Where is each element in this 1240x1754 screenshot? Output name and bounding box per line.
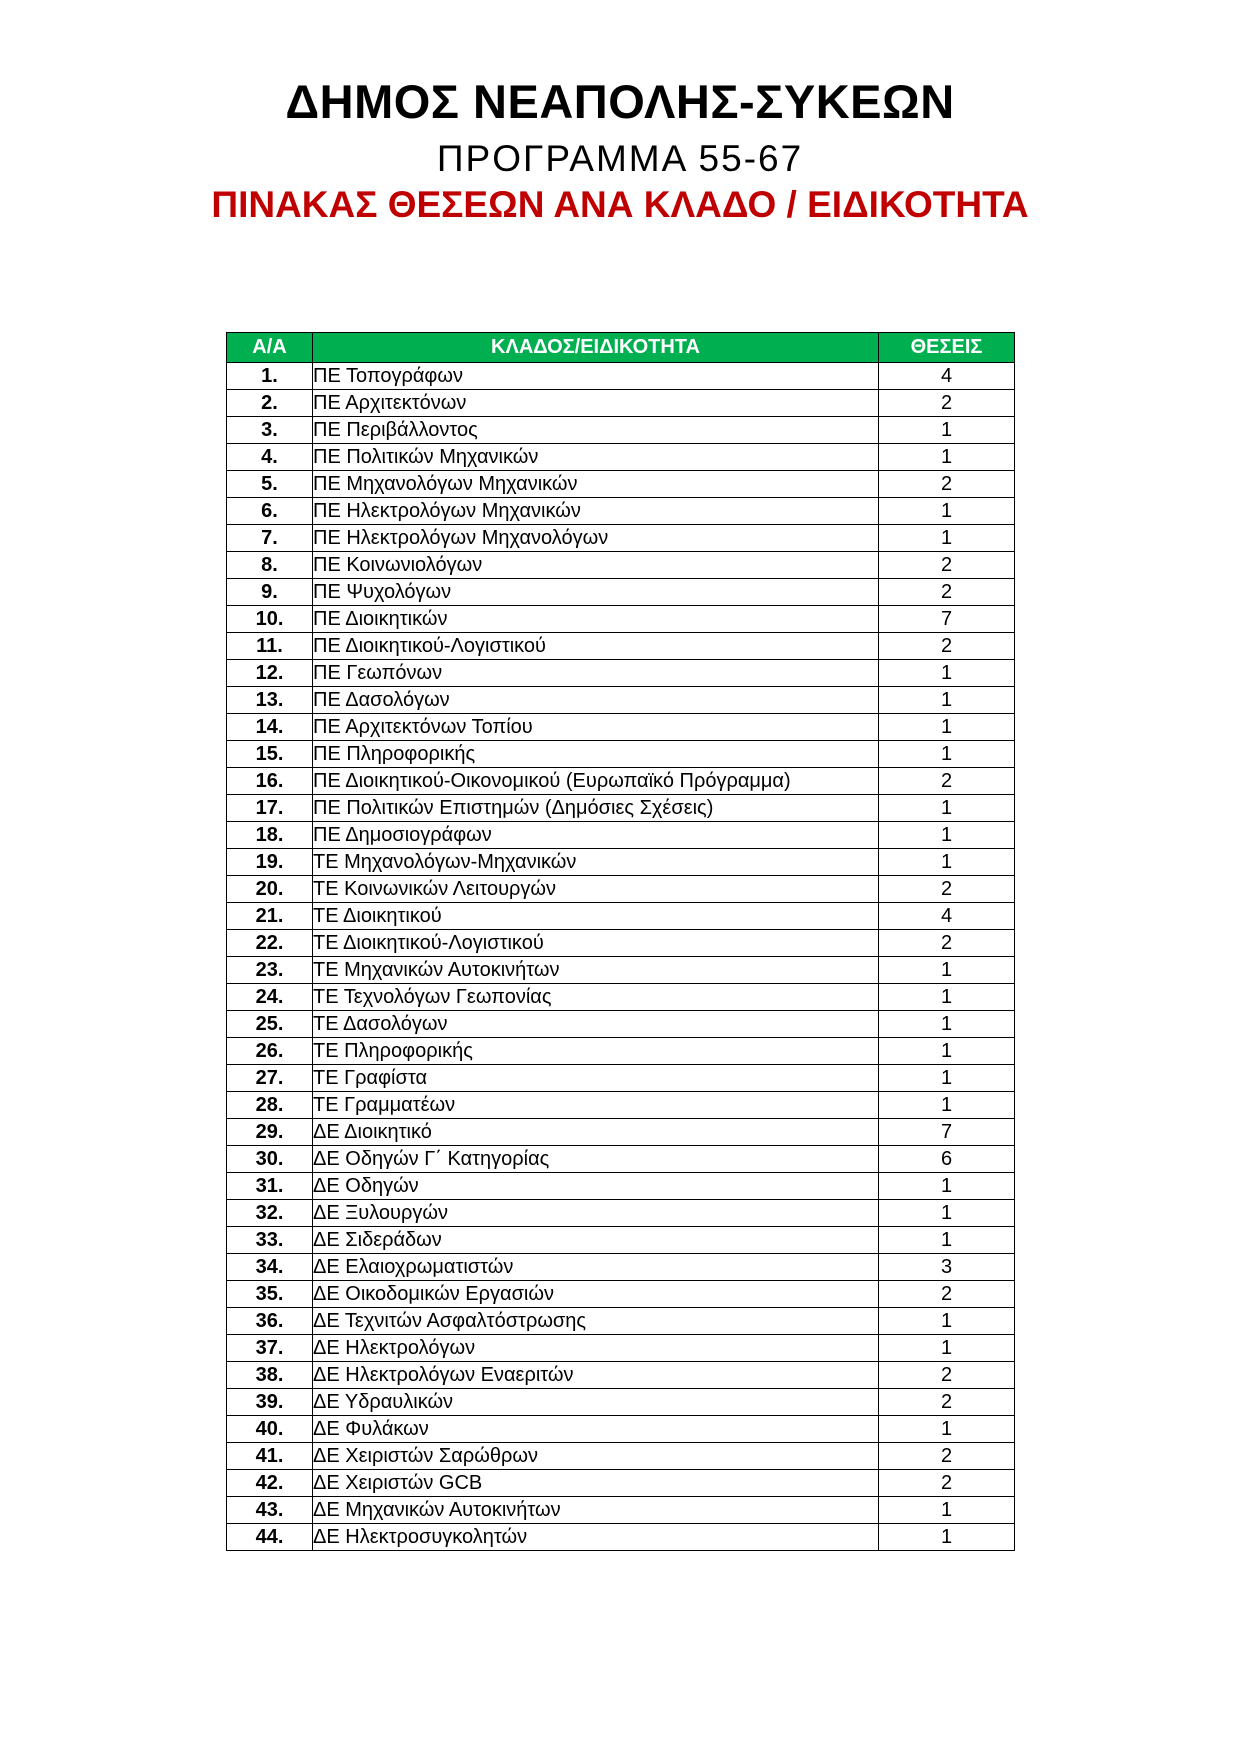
table-row	[227, 1308, 1015, 1335]
row-number-cell: 4.	[227, 444, 313, 471]
table-row	[227, 1254, 1015, 1281]
row-number-cell: 14.	[227, 714, 313, 741]
row-specialty-cell: ΔΕ Σιδεράδων	[313, 1227, 879, 1254]
row-number-cell: 5.	[227, 471, 313, 498]
row-specialty-cell: ΠΕ Αρχιτεκτόνων Τοπίου	[313, 714, 879, 741]
row-specialty-cell: ΤΕ Μηχανολόγων-Μηχανικών	[313, 849, 879, 876]
table-row	[227, 525, 1015, 552]
row-specialty-cell: ΔΕ Ηλεκτροσυγκολητών	[313, 1524, 879, 1551]
row-positions-cell: 1	[879, 1092, 1015, 1119]
row-number-cell: 12.	[227, 660, 313, 687]
row-positions-cell: 7	[879, 606, 1015, 633]
table-row	[227, 768, 1015, 795]
table-row	[227, 1173, 1015, 1200]
row-specialty-cell: ΤΕ Πληροφορικής	[313, 1038, 879, 1065]
row-specialty-cell: ΠΕ Ηλεκτρολόγων Μηχανικών	[313, 498, 879, 525]
table-row	[227, 822, 1015, 849]
row-number-cell: 21.	[227, 903, 313, 930]
row-specialty-cell: ΠΕ Μηχανολόγων Μηχανικών	[313, 471, 879, 498]
table-row	[227, 1362, 1015, 1389]
row-number-cell: 10.	[227, 606, 313, 633]
row-positions-cell: 1	[879, 1227, 1015, 1254]
row-number-cell: 15.	[227, 741, 313, 768]
row-specialty-cell: ΠΕ Κοινωνιολόγων	[313, 552, 879, 579]
row-specialty-cell: ΔΕ Οδηγών Γ΄ Κατηγορίας	[313, 1146, 879, 1173]
row-number-cell: 20.	[227, 876, 313, 903]
row-number-cell: 7.	[227, 525, 313, 552]
row-specialty-cell: ΠΕ Τοπογράφων	[313, 363, 879, 390]
row-positions-cell: 1	[879, 1038, 1015, 1065]
row-specialty-cell: ΠΕ Διοικητικού-Λογιστικού	[313, 633, 879, 660]
row-specialty-cell: ΔΕ Φυλάκων	[313, 1416, 879, 1443]
table-row	[227, 741, 1015, 768]
row-number-cell: 39.	[227, 1389, 313, 1416]
row-specialty-cell: ΔΕ Τεχνιτών Ασφαλτόστρωσης	[313, 1308, 879, 1335]
row-positions-cell: 3	[879, 1254, 1015, 1281]
table-row	[227, 552, 1015, 579]
row-number-cell: 41.	[227, 1443, 313, 1470]
row-number-cell: 29.	[227, 1119, 313, 1146]
table-row	[227, 930, 1015, 957]
row-number-cell: 33.	[227, 1227, 313, 1254]
row-specialty-cell: ΔΕ Διοικητικό	[313, 1119, 879, 1146]
table-row	[227, 1497, 1015, 1524]
table-row	[227, 444, 1015, 471]
table-row	[227, 390, 1015, 417]
table-row	[227, 1281, 1015, 1308]
row-number-cell: 26.	[227, 1038, 313, 1065]
row-specialty-cell: ΠΕ Πληροφορικής	[313, 741, 879, 768]
row-positions-cell: 2	[879, 1389, 1015, 1416]
row-positions-cell: 1	[879, 714, 1015, 741]
table-row	[227, 1470, 1015, 1497]
row-positions-cell: 1	[879, 1524, 1015, 1551]
row-specialty-cell: ΤΕ Τεχνολόγων Γεωπονίας	[313, 984, 879, 1011]
row-number-cell: 30.	[227, 1146, 313, 1173]
row-number-cell: 24.	[227, 984, 313, 1011]
row-positions-cell: 1	[879, 1308, 1015, 1335]
row-positions-cell: 1	[879, 525, 1015, 552]
row-positions-cell: 1	[879, 849, 1015, 876]
row-positions-cell: 4	[879, 903, 1015, 930]
row-specialty-cell: ΔΕ Ηλεκτρολόγων Εναεριτών	[313, 1362, 879, 1389]
row-positions-cell: 2	[879, 552, 1015, 579]
row-positions-cell: 1	[879, 1416, 1015, 1443]
row-positions-cell: 1	[879, 1065, 1015, 1092]
table-row	[227, 1227, 1015, 1254]
table-row	[227, 687, 1015, 714]
column-header-positions: ΘΕΣΕΙΣ	[879, 333, 1015, 363]
row-number-cell: 2.	[227, 390, 313, 417]
table-row	[227, 1200, 1015, 1227]
row-specialty-cell: ΔΕ Ηλεκτρολόγων	[313, 1335, 879, 1362]
row-specialty-cell: ΠΕ Δημοσιογράφων	[313, 822, 879, 849]
row-specialty-cell: ΔΕ Ελαιοχρωματιστών	[313, 1254, 879, 1281]
row-number-cell: 23.	[227, 957, 313, 984]
row-number-cell: 8.	[227, 552, 313, 579]
table-row	[227, 984, 1015, 1011]
row-positions-cell: 4	[879, 363, 1015, 390]
table-row	[227, 795, 1015, 822]
table-title: ΠΙΝΑΚΑΣ ΘΕΣΕΩΝ ΑΝΑ ΚΛΑΔΟ / ΕΙΔΙΚΟΤΗΤΑ	[211, 184, 1029, 225]
table-body	[227, 363, 1015, 1551]
row-positions-cell: 1	[879, 498, 1015, 525]
row-number-cell: 13.	[227, 687, 313, 714]
table-row	[227, 1443, 1015, 1470]
row-positions-cell: 2	[879, 1281, 1015, 1308]
row-specialty-cell: ΠΕ Διοικητικού-Οικονομικού (Ευρωπαϊκό Πρόγραμμα)	[313, 768, 879, 795]
row-specialty-cell: ΤΕ Γραμματέων	[313, 1092, 879, 1119]
row-positions-cell: 2	[879, 579, 1015, 606]
row-specialty-cell: ΤΕ Κοινωνικών Λειτουργών	[313, 876, 879, 903]
row-specialty-cell: ΠΕ Πολιτικών Μηχανικών	[313, 444, 879, 471]
table-row	[227, 1146, 1015, 1173]
table-row	[227, 876, 1015, 903]
row-positions-cell: 1	[879, 1173, 1015, 1200]
row-number-cell: 17.	[227, 795, 313, 822]
row-positions-cell: 2	[879, 471, 1015, 498]
column-header-specialty: ΚΛΑΔΟΣ/ΕΙΔΙΚΟΤΗΤΑ	[313, 333, 879, 363]
row-specialty-cell: ΔΕ Υδραυλικών	[313, 1389, 879, 1416]
row-specialty-cell: ΤΕ Δασολόγων	[313, 1011, 879, 1038]
row-number-cell: 9.	[227, 579, 313, 606]
row-positions-cell: 1	[879, 1200, 1015, 1227]
table-row	[227, 1389, 1015, 1416]
row-positions-cell: 2	[879, 1362, 1015, 1389]
row-specialty-cell: ΔΕ Χειριστών GCB	[313, 1470, 879, 1497]
row-positions-cell: 1	[879, 1335, 1015, 1362]
row-number-cell: 1.	[227, 363, 313, 390]
row-specialty-cell: ΠΕ Αρχιτεκτόνων	[313, 390, 879, 417]
row-number-cell: 32.	[227, 1200, 313, 1227]
row-specialty-cell: ΠΕ Διοικητικών	[313, 606, 879, 633]
table-row	[227, 903, 1015, 930]
row-specialty-cell: ΠΕ Περιβάλλοντος	[313, 417, 879, 444]
row-number-cell: 37.	[227, 1335, 313, 1362]
row-positions-cell: 2	[879, 1470, 1015, 1497]
table-row	[227, 714, 1015, 741]
row-specialty-cell: ΔΕ Χειριστών Σαρώθρων	[313, 1443, 879, 1470]
row-number-cell: 11.	[227, 633, 313, 660]
table-row	[227, 1092, 1015, 1119]
row-specialty-cell: ΤΕ Μηχανικών Αυτοκινήτων	[313, 957, 879, 984]
row-positions-cell: 2	[879, 930, 1015, 957]
row-number-cell: 25.	[227, 1011, 313, 1038]
row-specialty-cell: ΤΕ Γραφίστα	[313, 1065, 879, 1092]
table-row	[227, 633, 1015, 660]
table-row	[227, 660, 1015, 687]
row-positions-cell: 2	[879, 1443, 1015, 1470]
row-specialty-cell: ΠΕ Πολιτικών Επιστημών (Δημόσιες Σχέσεις)	[313, 795, 879, 822]
table-row	[227, 1524, 1015, 1551]
row-positions-cell: 6	[879, 1146, 1015, 1173]
program-subtitle: ΠΡΟΓΡΑΜΜΑ 55-67	[436, 138, 804, 179]
row-number-cell: 42.	[227, 1470, 313, 1497]
row-positions-cell: 1	[879, 741, 1015, 768]
row-positions-cell: 1	[879, 660, 1015, 687]
row-number-cell: 40.	[227, 1416, 313, 1443]
row-positions-cell: 1	[879, 984, 1015, 1011]
table-row	[227, 363, 1015, 390]
row-number-cell: 6.	[227, 498, 313, 525]
row-number-cell: 28.	[227, 1092, 313, 1119]
row-specialty-cell: ΠΕ Δασολόγων	[313, 687, 879, 714]
table-row	[227, 606, 1015, 633]
row-positions-cell: 2	[879, 768, 1015, 795]
page-title: ΔΗΜΟΣ ΝΕΑΠΟΛΗΣ-ΣΥΚΕΩΝ	[285, 75, 955, 128]
row-number-cell: 19.	[227, 849, 313, 876]
row-number-cell: 3.	[227, 417, 313, 444]
table-row	[227, 1119, 1015, 1146]
row-specialty-cell: ΠΕ Ηλεκτρολόγων Μηχανολόγων	[313, 525, 879, 552]
table-row	[227, 1335, 1015, 1362]
row-number-cell: 38.	[227, 1362, 313, 1389]
row-positions-cell: 1	[879, 1497, 1015, 1524]
table-row	[227, 417, 1015, 444]
row-positions-cell: 1	[879, 687, 1015, 714]
row-positions-cell: 1	[879, 1011, 1015, 1038]
table-row	[227, 1038, 1015, 1065]
table-row	[227, 579, 1015, 606]
table-row	[227, 957, 1015, 984]
row-number-cell: 36.	[227, 1308, 313, 1335]
positions-table	[226, 332, 1015, 1551]
row-positions-cell: 1	[879, 795, 1015, 822]
row-number-cell: 16.	[227, 768, 313, 795]
row-number-cell: 35.	[227, 1281, 313, 1308]
row-specialty-cell: ΤΕ Διοικητικού	[313, 903, 879, 930]
row-positions-cell: 2	[879, 633, 1015, 660]
table-row	[227, 1011, 1015, 1038]
row-specialty-cell: ΔΕ Ξυλουργών	[313, 1200, 879, 1227]
table-row	[227, 1065, 1015, 1092]
row-positions-cell: 1	[879, 822, 1015, 849]
row-number-cell: 31.	[227, 1173, 313, 1200]
row-number-cell: 44.	[227, 1524, 313, 1551]
row-number-cell: 27.	[227, 1065, 313, 1092]
row-positions-cell: 1	[879, 444, 1015, 471]
row-positions-cell: 2	[879, 390, 1015, 417]
row-positions-cell: 7	[879, 1119, 1015, 1146]
table-header-row	[227, 333, 1015, 363]
table-row	[227, 471, 1015, 498]
row-specialty-cell: ΔΕ Μηχανικών Αυτοκινήτων	[313, 1497, 879, 1524]
row-number-cell: 43.	[227, 1497, 313, 1524]
row-specialty-cell: ΠΕ Ψυχολόγων	[313, 579, 879, 606]
row-positions-cell: 2	[879, 876, 1015, 903]
table-row	[227, 849, 1015, 876]
table-row	[227, 1416, 1015, 1443]
row-positions-cell: 1	[879, 957, 1015, 984]
column-header-number: Α/Α	[227, 333, 313, 363]
row-positions-cell: 1	[879, 417, 1015, 444]
row-specialty-cell: ΠΕ Γεωπόνων	[313, 660, 879, 687]
row-specialty-cell: ΤΕ Διοικητικού-Λογιστικού	[313, 930, 879, 957]
row-number-cell: 34.	[227, 1254, 313, 1281]
row-number-cell: 22.	[227, 930, 313, 957]
row-specialty-cell: ΔΕ Οικοδομικών Εργασιών	[313, 1281, 879, 1308]
row-specialty-cell: ΔΕ Οδηγών	[313, 1173, 879, 1200]
table-row	[227, 498, 1015, 525]
row-number-cell: 18.	[227, 822, 313, 849]
